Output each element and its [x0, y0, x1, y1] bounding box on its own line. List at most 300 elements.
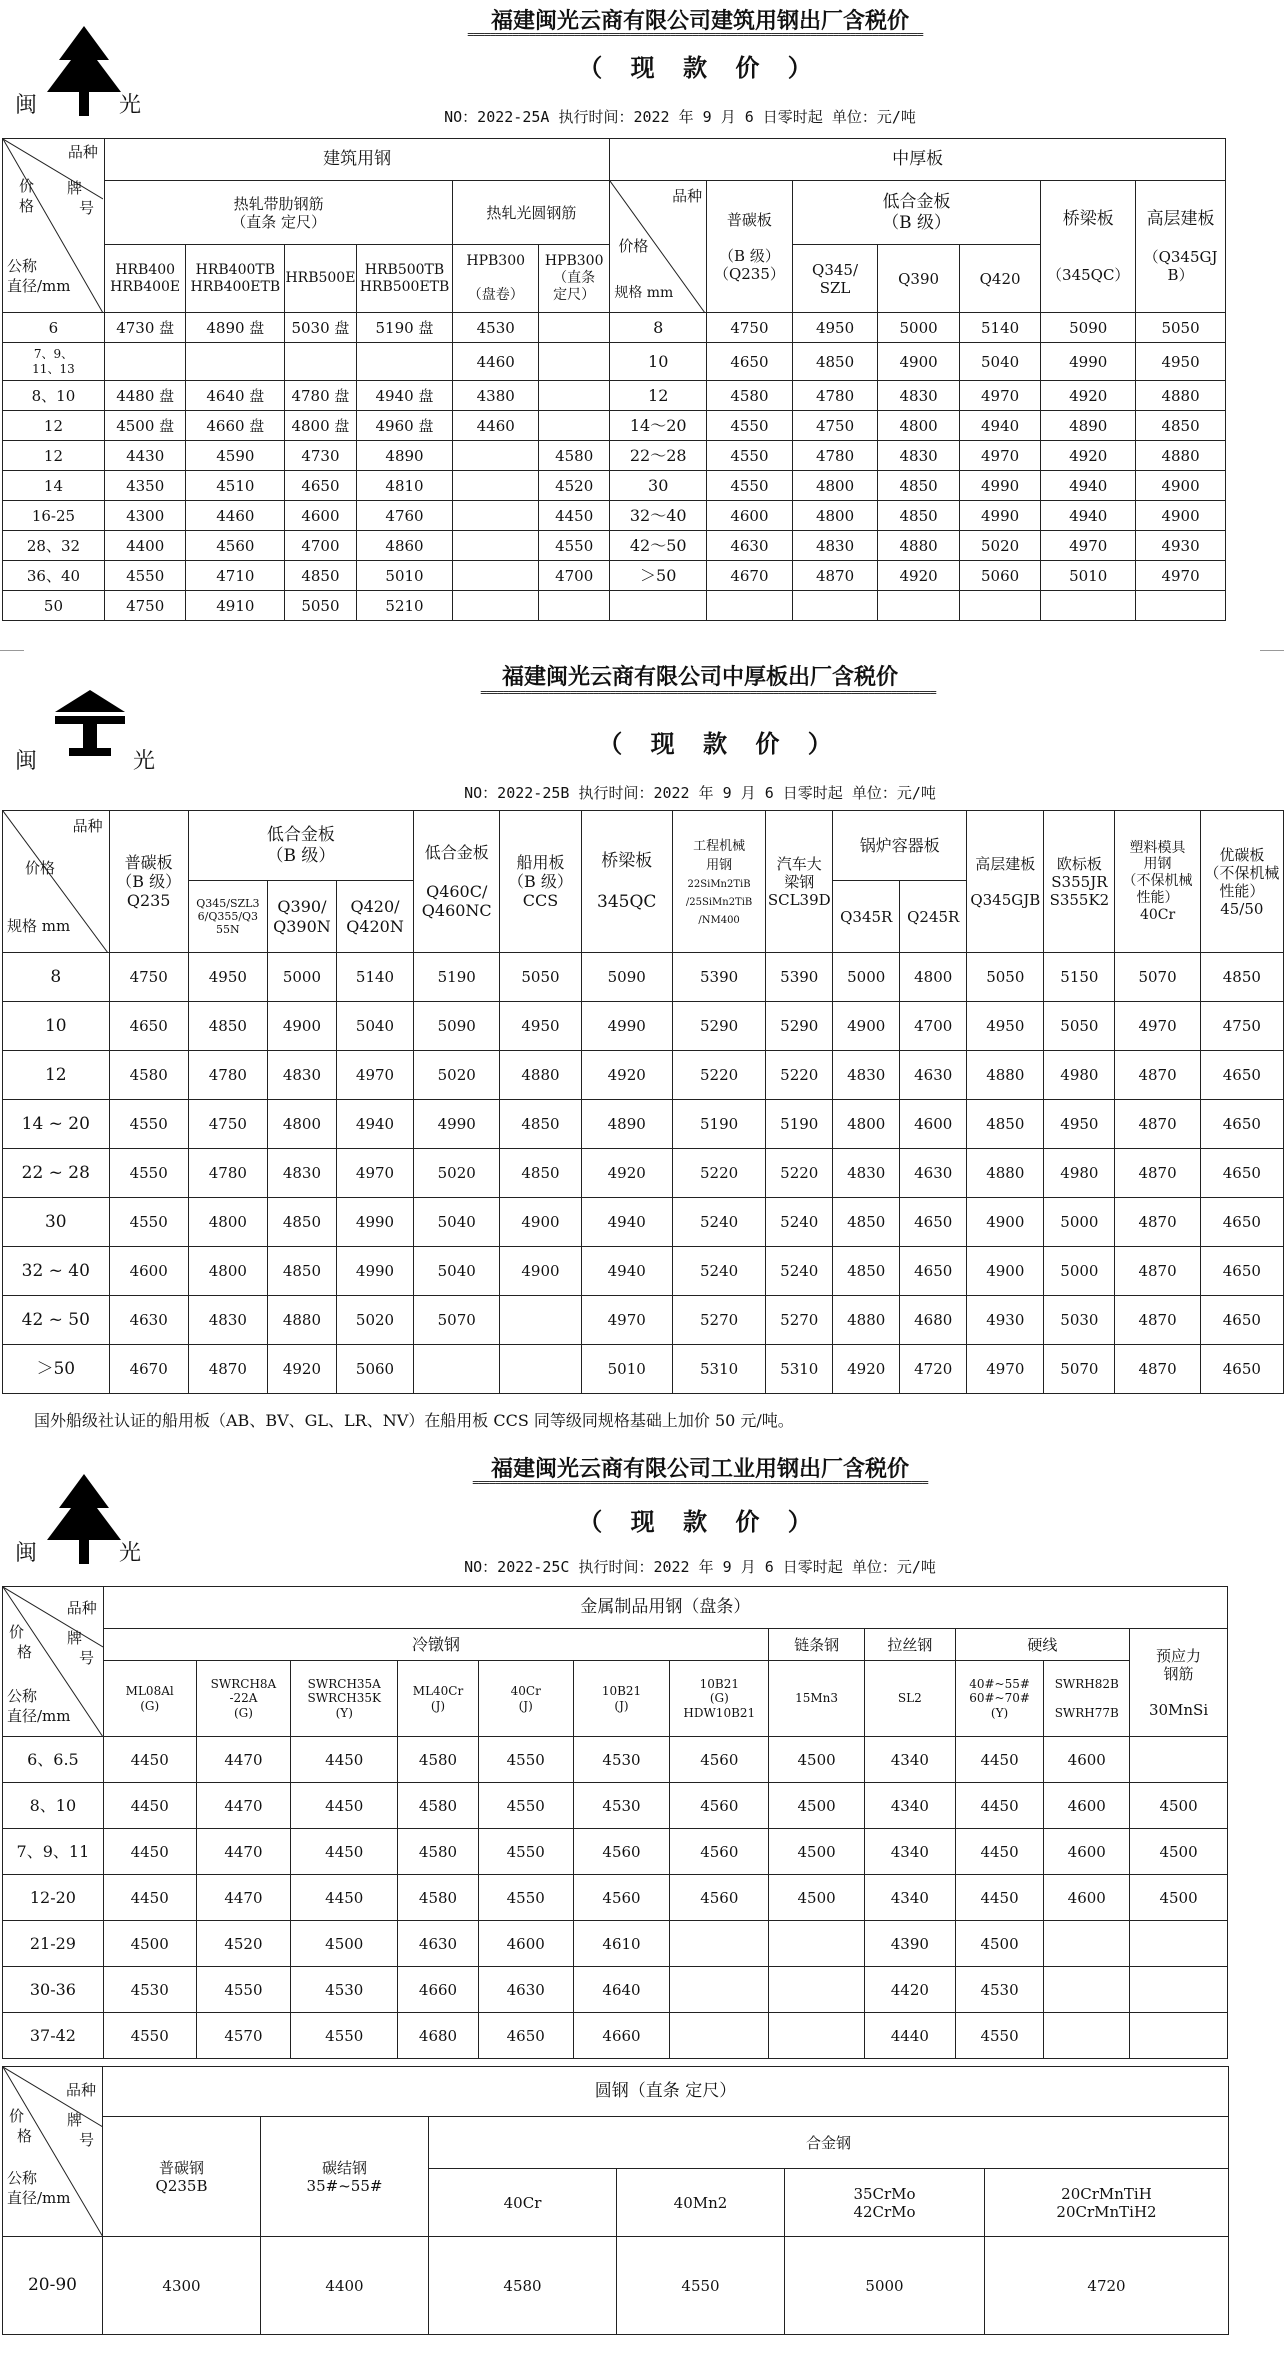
table-cell: [959, 591, 1041, 621]
table-cell: 42 ~ 50: [3, 1296, 110, 1345]
sec2-corner-price: 价格: [25, 859, 56, 877]
table-cell: 28、32: [3, 531, 105, 561]
table-cell: 4950: [1136, 343, 1226, 381]
table-cell: 10: [3, 1002, 110, 1051]
table-cell: 4340: [864, 1875, 955, 1921]
table-cell: 4990: [959, 501, 1041, 531]
table-cell: 4800: [878, 411, 960, 441]
table-cell: 4940: [336, 1100, 413, 1149]
table-cell: [186, 343, 285, 381]
table-cell: 4960 盘: [356, 411, 453, 441]
table-cell: 4780: [188, 1051, 267, 1100]
h4-carbon: 碳结钢 35#~55#: [261, 2117, 429, 2237]
table-cell: 5140: [336, 953, 413, 1002]
sec1-meta: NO：2022-25A 执行时间：2022 年 9 月 6 日零时起 单位：元/吨: [444, 108, 916, 126]
h2-eng-label: 工程机械 用钢: [693, 838, 746, 873]
table-cell: 4970: [959, 441, 1041, 471]
table-cell: 4550: [109, 1198, 188, 1247]
table-cell: 5190: [766, 1100, 833, 1149]
table-cell: 4900: [267, 1002, 336, 1051]
t3-col-header-10: SWRH82B SWRH77B: [1044, 1661, 1130, 1737]
table-cell: 4450: [291, 1875, 398, 1921]
table-cell: 4570: [196, 2013, 291, 2059]
table-cell: 32 ~ 40: [3, 1247, 110, 1296]
table-cell: 4450: [103, 1829, 196, 1875]
h2-q345r: Q345R: [833, 881, 900, 953]
table-cell: 4720: [900, 1345, 967, 1394]
table-cell: [539, 313, 610, 343]
table-cell: 4630: [398, 1921, 479, 1967]
table-cell: 4460: [453, 411, 539, 441]
table-cell: 4850: [1200, 953, 1283, 1002]
h4-crmo: 35CrMo 42CrMo: [785, 2169, 985, 2237]
table-cell: [539, 411, 610, 441]
table-cell: 4880: [1136, 441, 1226, 471]
table-cell: 4530: [291, 1967, 398, 2013]
t3-col-header-5: 10B21 (J): [573, 1661, 670, 1737]
table-cell: 5040: [959, 343, 1041, 381]
table-cell: 4530: [573, 1783, 670, 1829]
sec2-corner-variety: 品种: [72, 817, 103, 835]
table-cell: 5010: [581, 1345, 672, 1394]
table-cell: [1130, 2013, 1228, 2059]
sec1-corner-cell: [3, 139, 105, 313]
table-cell: 8: [3, 953, 110, 1002]
h2-low3: Q420/ Q420N: [336, 881, 413, 953]
table-cell: 4900: [1136, 471, 1226, 501]
header-rebar: 热轧带肋钢筋 （直条 定尺）: [104, 181, 453, 245]
table-cell: 4870: [1115, 1198, 1200, 1247]
table-cell: 4970: [581, 1296, 672, 1345]
table-cell: 4440: [864, 2013, 955, 2059]
table-cell: [707, 591, 793, 621]
sec3-corner-cell: [3, 1587, 104, 1737]
table-cell: 4650: [1200, 1051, 1283, 1100]
table-cell: 5240: [766, 1247, 833, 1296]
table-cell: 4470: [196, 1737, 291, 1783]
table-cell: 5060: [959, 561, 1041, 591]
table-cell: 4750: [109, 953, 188, 1002]
table-cell: 4880: [967, 1051, 1044, 1100]
table-cell: 4650: [707, 343, 793, 381]
table-cell: 4340: [864, 1829, 955, 1875]
table-cell: 4520: [539, 471, 610, 501]
table-row: [3, 1296, 1284, 1345]
table-cell: 4830: [878, 381, 960, 411]
table-cell: 4850: [188, 1002, 267, 1051]
table-cell: 5270: [766, 1296, 833, 1345]
table-cell: 4470: [196, 1875, 291, 1921]
h3-pre-grade: 30MnSi: [1148, 1700, 1209, 1719]
table-cell: 4500: [1130, 1783, 1228, 1829]
table-cell: 4900: [878, 343, 960, 381]
table-cell: 4850: [285, 561, 356, 591]
table-cell: 4890 盘: [186, 313, 285, 343]
sec2-underline: [438, 690, 978, 696]
minguang-logo-3: [15, 1470, 145, 1570]
table-cell: 4550: [707, 441, 793, 471]
table-cell: 4880: [1136, 381, 1226, 411]
table-cell: 4500 盘: [104, 411, 186, 441]
logo2-char-guang: 光: [133, 749, 156, 774]
table-cell: [1044, 1921, 1130, 1967]
table-cell: 5050: [285, 591, 356, 621]
table-row: [3, 411, 1226, 441]
table-cell: [104, 343, 186, 381]
table-cell: 42～50: [610, 531, 707, 561]
table-cell: 4830: [833, 1051, 900, 1100]
table-cell: 4970: [336, 1051, 413, 1100]
table-cell: 4800: [267, 1100, 336, 1149]
table-cell: 4630: [707, 531, 793, 561]
table-cell: 4700: [900, 1002, 967, 1051]
table-cell: 4830: [878, 441, 960, 471]
table-cell: 4850: [967, 1100, 1044, 1149]
table-cell: 4450: [955, 1829, 1044, 1875]
table-cell: 4900: [500, 1247, 581, 1296]
table-cell: 4550: [478, 1875, 573, 1921]
table-cell: 4550: [109, 1100, 188, 1149]
h2-low-alloy-460: 低合金板 Q460C/ Q460NC: [414, 811, 500, 953]
table-cell: 6: [3, 313, 105, 343]
header-bridge: [1041, 181, 1136, 313]
round-corner-brand: 牌: [67, 2111, 83, 2129]
corner-diameter: 直径/mm: [7, 277, 71, 295]
plate-corner-cell: [610, 181, 707, 313]
sec3-table: [2, 1586, 1228, 2059]
t1-low-col-1: Q390: [878, 245, 960, 313]
table-row: [3, 1002, 1284, 1051]
h2-eng: [672, 811, 765, 953]
bridge-label: 桥梁板: [1062, 209, 1114, 230]
table-cell: [1044, 2013, 1130, 2059]
table-row: [3, 1051, 1284, 1100]
table-cell: 5290: [672, 1002, 765, 1051]
h2-boiler: 锅炉容器板: [833, 811, 967, 881]
table-cell: 5150: [1044, 953, 1115, 1002]
table-cell: 4990: [581, 1002, 672, 1051]
table-cell: 4480 盘: [104, 381, 186, 411]
table-cell: 4800: [833, 1100, 900, 1149]
table-cell: 4350: [104, 471, 186, 501]
table-cell: 4650: [1200, 1149, 1283, 1198]
sec3-corner-nominal: 公称: [7, 1687, 38, 1705]
table-cell: 4550: [955, 2013, 1044, 2059]
table-row: [3, 1198, 1284, 1247]
h3-chain: 链条钢: [769, 1629, 865, 1661]
table-cell: 5240: [672, 1198, 765, 1247]
table-cell: 4680: [900, 1296, 967, 1345]
table-cell: 5270: [672, 1296, 765, 1345]
table-cell: 22 ~ 28: [3, 1149, 110, 1198]
table-cell: 4380: [453, 381, 539, 411]
table-cell: 4650: [1200, 1247, 1283, 1296]
h4-40mn2: 40Mn2: [617, 2169, 785, 2237]
table-cell: 4660: [398, 1967, 479, 2013]
table-cell: 4550: [478, 1829, 573, 1875]
table-cell: 5090: [581, 953, 672, 1002]
table-cell: 4530: [573, 1737, 670, 1783]
table-cell: 5000: [878, 313, 960, 343]
sec3-corner-price2: 格: [17, 1643, 33, 1661]
table-cell: 4920: [1041, 441, 1136, 471]
table-cell: 4850: [833, 1247, 900, 1296]
table-cell: 20-90: [3, 2237, 103, 2335]
round-corner-cell: [3, 2067, 103, 2237]
h2-low2: Q390/ Q390N: [267, 881, 336, 953]
minguang-logo-2: [15, 688, 155, 778]
table-cell: 5070: [414, 1296, 500, 1345]
high-label: 高层建板: [1146, 209, 1215, 230]
table-cell: 4870: [1115, 1149, 1200, 1198]
table-cell: 12: [610, 381, 707, 411]
table-cell: 4600: [900, 1100, 967, 1149]
table-cell: 4730 盘: [104, 313, 186, 343]
table-cell: 4630: [900, 1051, 967, 1100]
table-cell: 5040: [414, 1198, 500, 1247]
table-cell: [285, 343, 356, 381]
table-cell: 12: [3, 441, 105, 471]
table-cell: 4990: [414, 1100, 500, 1149]
table-row: [3, 1921, 1228, 1967]
table-cell: 4450: [955, 1783, 1044, 1829]
table-cell: 4970: [336, 1149, 413, 1198]
sec3-subtitle: （ 现 款 价 ）: [578, 1507, 822, 1536]
h2-low-alloy: 低合金板 （B 级）: [188, 811, 413, 881]
h2-high: 高层建板 Q345GJB: [967, 811, 1044, 953]
table-cell: 4500: [955, 1921, 1044, 1967]
table-cell: 4670: [109, 1345, 188, 1394]
table-cell: [453, 561, 539, 591]
table-cell: 4940: [581, 1198, 672, 1247]
table-row: [3, 313, 1226, 343]
table-cell: [539, 591, 610, 621]
putan-grade: （B 级） （Q235）: [713, 246, 785, 283]
h3-draw: 拉丝钢: [864, 1629, 955, 1661]
h3-pre-label: [1130, 1629, 1228, 1737]
table-cell: 4950: [188, 953, 267, 1002]
table-row: [3, 591, 1226, 621]
table-cell: 4660 盘: [186, 411, 285, 441]
table-cell: [878, 591, 960, 621]
corner-variety: 品种: [67, 143, 98, 161]
table-row: [3, 1829, 1228, 1875]
table-cell: 4450: [291, 1829, 398, 1875]
table-cell: 4930: [1136, 531, 1226, 561]
table-cell: 14: [3, 471, 105, 501]
table-cell: 4990: [336, 1247, 413, 1296]
table-row: [3, 1967, 1228, 2013]
table-cell: 4900: [500, 1198, 581, 1247]
table-cell: 4830: [267, 1149, 336, 1198]
table-cell: 4450: [539, 501, 610, 531]
table-cell: [1136, 591, 1226, 621]
sec3-corner-diameter: 直径/mm: [7, 1707, 71, 1725]
table-cell: 5220: [672, 1149, 765, 1198]
table-cell: 4600: [478, 1921, 573, 1967]
table-cell: 4600: [1044, 1783, 1130, 1829]
table-cell: 4500: [769, 1875, 865, 1921]
table-cell: 5010: [1041, 561, 1136, 591]
table-cell: [453, 531, 539, 561]
table-cell: [610, 591, 707, 621]
table-cell: 4400: [261, 2237, 429, 2335]
table-cell: [453, 471, 539, 501]
table-cell: 4650: [1200, 1198, 1283, 1247]
table-cell: 5030: [1044, 1296, 1115, 1345]
table-cell: 5020: [414, 1149, 500, 1198]
table-cell: 7、9、11: [3, 1829, 104, 1875]
t3-col-header-7: 15Mn3: [769, 1661, 865, 1737]
table-cell: 4930: [967, 1296, 1044, 1345]
table-cell: 4650: [1200, 1345, 1283, 1394]
h3-hard: 硬线: [955, 1629, 1129, 1661]
table-cell: 6、6.5: [3, 1737, 104, 1783]
table-cell: 12: [3, 1051, 110, 1100]
table-cell: 4870: [1115, 1345, 1200, 1394]
group-medium-plate: 中厚板: [610, 139, 1226, 181]
h2-eu: 欧标板 S355JR S355K2: [1044, 811, 1115, 953]
table-cell: 4530: [955, 1967, 1044, 2013]
table-cell: 4850: [500, 1149, 581, 1198]
h2-car: 汽车大 梁钢 SCL39D: [766, 811, 833, 953]
table-cell: 5060: [336, 1345, 413, 1394]
table-cell: 5090: [414, 1002, 500, 1051]
table-cell: 4450: [955, 1737, 1044, 1783]
table-cell: 4750: [792, 411, 878, 441]
table-cell: 5000: [267, 953, 336, 1002]
table-cell: 4950: [500, 1002, 581, 1051]
table-cell: 4990: [959, 471, 1041, 501]
table-cell: 4890: [356, 441, 453, 471]
table-cell: 30: [610, 471, 707, 501]
table-row: [3, 531, 1226, 561]
table-cell: [670, 2013, 769, 2059]
table-cell: 4870: [188, 1345, 267, 1394]
table-row: [3, 561, 1226, 591]
t3-col-header-4: 40Cr (J): [478, 1661, 573, 1737]
table-cell: 5310: [672, 1345, 765, 1394]
table-cell: [792, 591, 878, 621]
table-cell: 4870: [1115, 1247, 1200, 1296]
table-row: [3, 953, 1284, 1002]
round-corner-brand2: 号: [79, 2131, 95, 2149]
table-cell: 4500: [769, 1783, 865, 1829]
table-cell: 4550: [109, 1149, 188, 1198]
table-cell: 4860: [356, 531, 453, 561]
tower-icon: [45, 688, 135, 768]
bridge-grade: （345QC）: [1047, 265, 1130, 284]
sec2-meta: NO：2022-25B 执行时间：2022 年 9 月 6 日零时起 单位：元/吨: [464, 784, 936, 802]
table-cell: 5050: [967, 953, 1044, 1002]
table-cell: 4750: [707, 313, 793, 343]
high-grade: （Q345GJ B）: [1143, 247, 1218, 284]
table-row: [3, 1737, 1228, 1783]
table-cell: 4590: [186, 441, 285, 471]
table-cell: 4450: [291, 1737, 398, 1783]
table-cell: 4830: [792, 531, 878, 561]
table-cell: [453, 441, 539, 471]
h2-eng-grade: 22SiMn2TiB /25SiMn2TiB /NM400: [685, 879, 753, 927]
table-cell: 8、10: [3, 381, 105, 411]
table-cell: 4880: [500, 1051, 581, 1100]
table-cell: 4650: [285, 471, 356, 501]
round-corner-variety: 品种: [65, 2081, 96, 2099]
table-cell: 4560: [670, 1783, 769, 1829]
round-corner-nominal: 公称: [7, 2169, 38, 2187]
table-cell: 4850: [1136, 411, 1226, 441]
table-cell: 4560: [670, 1875, 769, 1921]
table-cell: 4600: [109, 1247, 188, 1296]
sec3-corner-brand: 牌: [67, 1629, 83, 1647]
table-cell: 4800: [900, 953, 967, 1002]
t3-col-header-1: SWRCH8A -22A (G): [196, 1661, 291, 1737]
table-cell: 5070: [1044, 1345, 1115, 1394]
table-cell: ＞50: [3, 1345, 110, 1394]
table-cell: 4420: [864, 1967, 955, 2013]
h2-low1: Q345/SZL3 6/Q355/Q3 55N: [188, 881, 267, 953]
table-cell: 4460: [186, 501, 285, 531]
table-cell: 4610: [573, 1921, 670, 1967]
t1-col-header-0: HRB400 HRB400E: [104, 245, 186, 313]
header-putan: [707, 181, 793, 313]
sec1-subtitle: （ 现 款 价 ）: [578, 53, 822, 82]
table-cell: [769, 2013, 865, 2059]
table-cell: 4450: [291, 1783, 398, 1829]
table-cell: ＞50: [610, 561, 707, 591]
table-cell: [453, 501, 539, 531]
logo3-char-min: 闽: [15, 1541, 38, 1566]
table-cell: 4550: [104, 561, 186, 591]
table-cell: 4550: [196, 1967, 291, 2013]
table-row: [3, 441, 1226, 471]
table-cell: 4870: [1115, 1051, 1200, 1100]
table-cell: 4640: [573, 1967, 670, 2013]
table-cell: 4560: [573, 1875, 670, 1921]
table-cell: 5070: [1115, 953, 1200, 1002]
table-cell: 4700: [539, 561, 610, 591]
table-cell: 30-36: [3, 1967, 104, 2013]
t3-col-header-9: 40#~55# 60#~70# (Y): [955, 1661, 1044, 1737]
table-cell: 4750: [188, 1100, 267, 1149]
table-cell: 4800: [792, 471, 878, 501]
table-cell: 5390: [766, 953, 833, 1002]
table-cell: 4550: [617, 2237, 785, 2335]
table-cell: 4920: [581, 1149, 672, 1198]
table-cell: 4990: [336, 1198, 413, 1247]
table-cell: 4630: [900, 1149, 967, 1198]
table-cell: [670, 1921, 769, 1967]
table-cell: 4850: [267, 1198, 336, 1247]
table-cell: 4560: [670, 1829, 769, 1875]
table-cell: 4560: [186, 531, 285, 561]
table-cell: 5190 盘: [356, 313, 453, 343]
table-cell: 4830: [188, 1296, 267, 1345]
table-cell: 4500: [769, 1829, 865, 1875]
sec3-underline: [420, 1480, 980, 1486]
table-cell: [769, 1967, 865, 2013]
h4-alloy: 合金钢: [429, 2117, 1229, 2169]
table-cell: 4750: [104, 591, 186, 621]
table-cell: 4550: [478, 1737, 573, 1783]
table-cell: 5240: [766, 1198, 833, 1247]
table-cell: 4780: [792, 441, 878, 471]
sec2-table: [2, 810, 1284, 1394]
table-cell: 4970: [959, 381, 1041, 411]
table-cell: 37-42: [3, 2013, 104, 2059]
header-high-rise: [1136, 181, 1226, 313]
table-cell: 32～40: [610, 501, 707, 531]
